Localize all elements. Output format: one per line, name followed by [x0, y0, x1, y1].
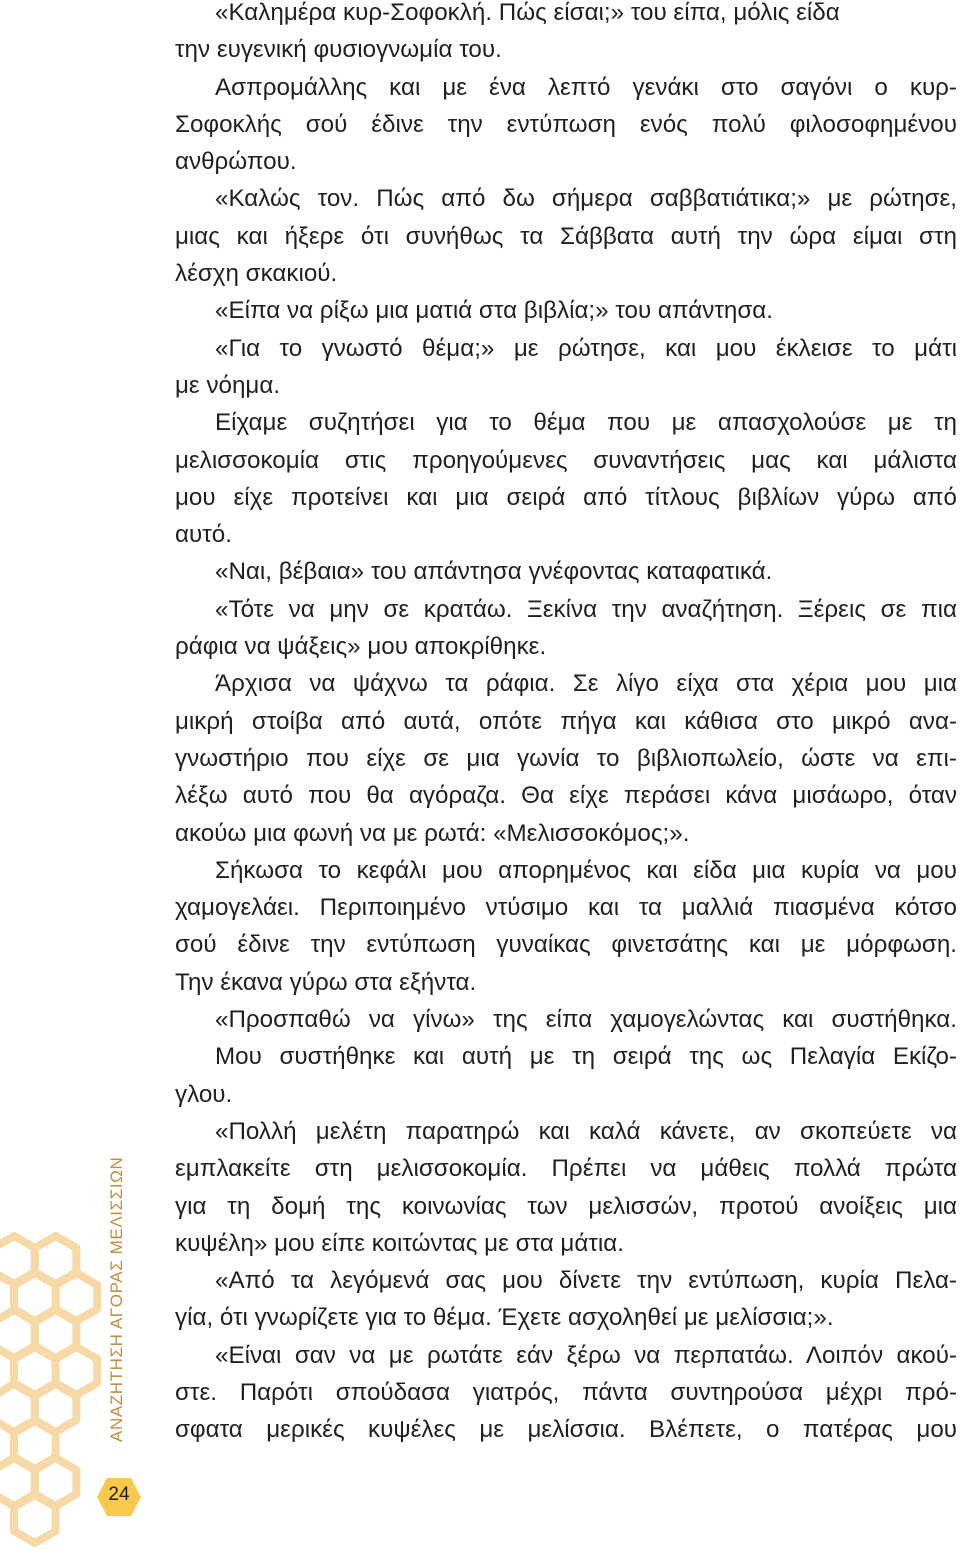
text-line: με νόημα. [175, 371, 281, 399]
text-line: Την έκανα γύρω στα εξήντα. [175, 968, 477, 996]
text-line: εμπλακείτε στη μελισσοκομία. Πρέπει να μάθεις πολλά πρώτα [175, 1155, 957, 1183]
text-line: χαμογελάει. Περιποιημένο ντύσιμο και τα μαλλιά πιασμένα κότσο [175, 894, 957, 922]
text-line: «Πολλή μελέτη παρατηρώ και καλά κάνετε, αν σκοπεύετε να [215, 1117, 957, 1145]
text-line: την ευγενική φυσιογνωμία του. [175, 36, 502, 64]
text-line: κυψέλη» μου είπε κοιτώντας με στα μάτια. [175, 1229, 624, 1257]
text-line: «Είναι σαν να με ρωτάτε εάν ξέρω να περπατάω. Λοιπόν ακού- [215, 1341, 957, 1369]
text-line: γνωστήριο που είχε σε μια γωνία το βιβλιοπωλείο, ώστε να επι- [175, 744, 957, 772]
text-line: Άρχισα να ψάχνω τα ράφια. Σε λίγο είχα στα χέρια μου μια [215, 670, 957, 698]
text-line: «Καλημέρα κυρ-Σοφοκλή. Πώς είσαι;» του είπα, μόλις είδα [215, 0, 840, 26]
text-line: ακούω μια φωνή να με ρωτά: «Μελισσοκόμος;». [175, 819, 690, 847]
text-line: «Τότε να μην σε κρατάω. Ξεκίνα την αναζήτηση. Ξέρεις σε πια [215, 595, 957, 623]
text-line: «Ναι, βέβαια» του απάντησα γνέφοντας καταφατικά. [215, 558, 773, 586]
text-line: σού έδινε την εντύπωση γυναίκας φινετσάτης και με μόρφωση. [175, 931, 957, 959]
text-line: αυτό. [175, 521, 232, 549]
text-line: Μου συστήθηκε και αυτή με τη σειρά της ως Πελαγία Εκίζο- [215, 1043, 957, 1071]
honeycomb-cell [14, 1495, 56, 1543]
text-line: μελισσοκομία στις προηγούμενες συναντήσεις μας και μάλιστα [175, 446, 957, 474]
text-line: μου είχε προτείνει και μια σειρά από τίτλους βιβλίων γύρω από [175, 483, 957, 511]
page-number: 24 [108, 1484, 130, 1505]
text-line: γία, ότι γνωρίζετε για το θέμα. Έχετε ασχοληθεί με μελίσσια;». [175, 1304, 834, 1332]
text-line: Σήκωσα το κεφάλι μου απορημένος και είδα μια κυρία να μου [215, 856, 957, 884]
text-line: για τη δομή της κοινωνίας των μελισσών, προτού ανοίξεις μια [175, 1192, 957, 1220]
text-line: σφατα μερικές κυψέλες με μελίσσια. Βλέπετε, ο πατέρας μου [175, 1416, 957, 1444]
text-line: «Από τα λεγόμενά σας μου δίνετε την εντύπωση, κυρία Πελα- [215, 1267, 957, 1295]
text-line: «Καλώς τον. Πώς από δω σήμερα σαββατιάτικα;» με ρώτησε, [215, 185, 957, 213]
text-line: ράφια να ψάξεις» μου αποκρίθηκε. [175, 633, 547, 661]
text-line: «Είπα να ρίξω μια ματιά στα βιβλία;» του απάντησα. [215, 297, 773, 325]
running-title: ΑΝΑΖΗΤΗΣΗ ΑΓΟΡΑΣ ΜΕΛΙΣΣΙΩΝ [107, 1156, 126, 1442]
text-line: «Για το γνωστό θέμα;» με ρώτησε, και μου έκλεισε το μάτι [215, 334, 957, 362]
text-line: λέσχη σκακιού. [175, 260, 338, 288]
text-line: λέξω αυτό που θα αγόραζα. Θα είχε περάσει κάνα μισάωρο, όταν [175, 782, 957, 810]
text-line: Είχαμε συζητήσει για το θέμα που με απασχολούσε με τη [215, 409, 957, 437]
text-line: γλου. [175, 1080, 233, 1108]
text-line: ανθρώπου. [175, 148, 297, 176]
body-text [175, 0, 957, 1449]
text-line: Ασπρομάλλης και με ένα λεπτό γενάκι στο σαγόνι ο κυρ- [215, 73, 957, 101]
text-line: στε. Παρότι σπούδασα γιατρός, πάντα συντηρούσα μέχρι πρό- [175, 1378, 957, 1406]
text-line: «Προσπαθώ να γίνω» της είπα χαμογελώντας και συστήθηκα. [215, 1006, 957, 1034]
text-line: μικρή στοίβα από αυτά, οπότε πήγα και κάθισα στο μικρό ανα- [175, 707, 957, 735]
text-line: Σοφοκλής σού έδινε την εντύπωση ενός πολύ φιλοσοφημένου [175, 110, 957, 138]
text-line: μιας και ήξερε ότι συνήθως τα Σάββατα αυτή την ώρα είμαι στη [175, 222, 957, 250]
